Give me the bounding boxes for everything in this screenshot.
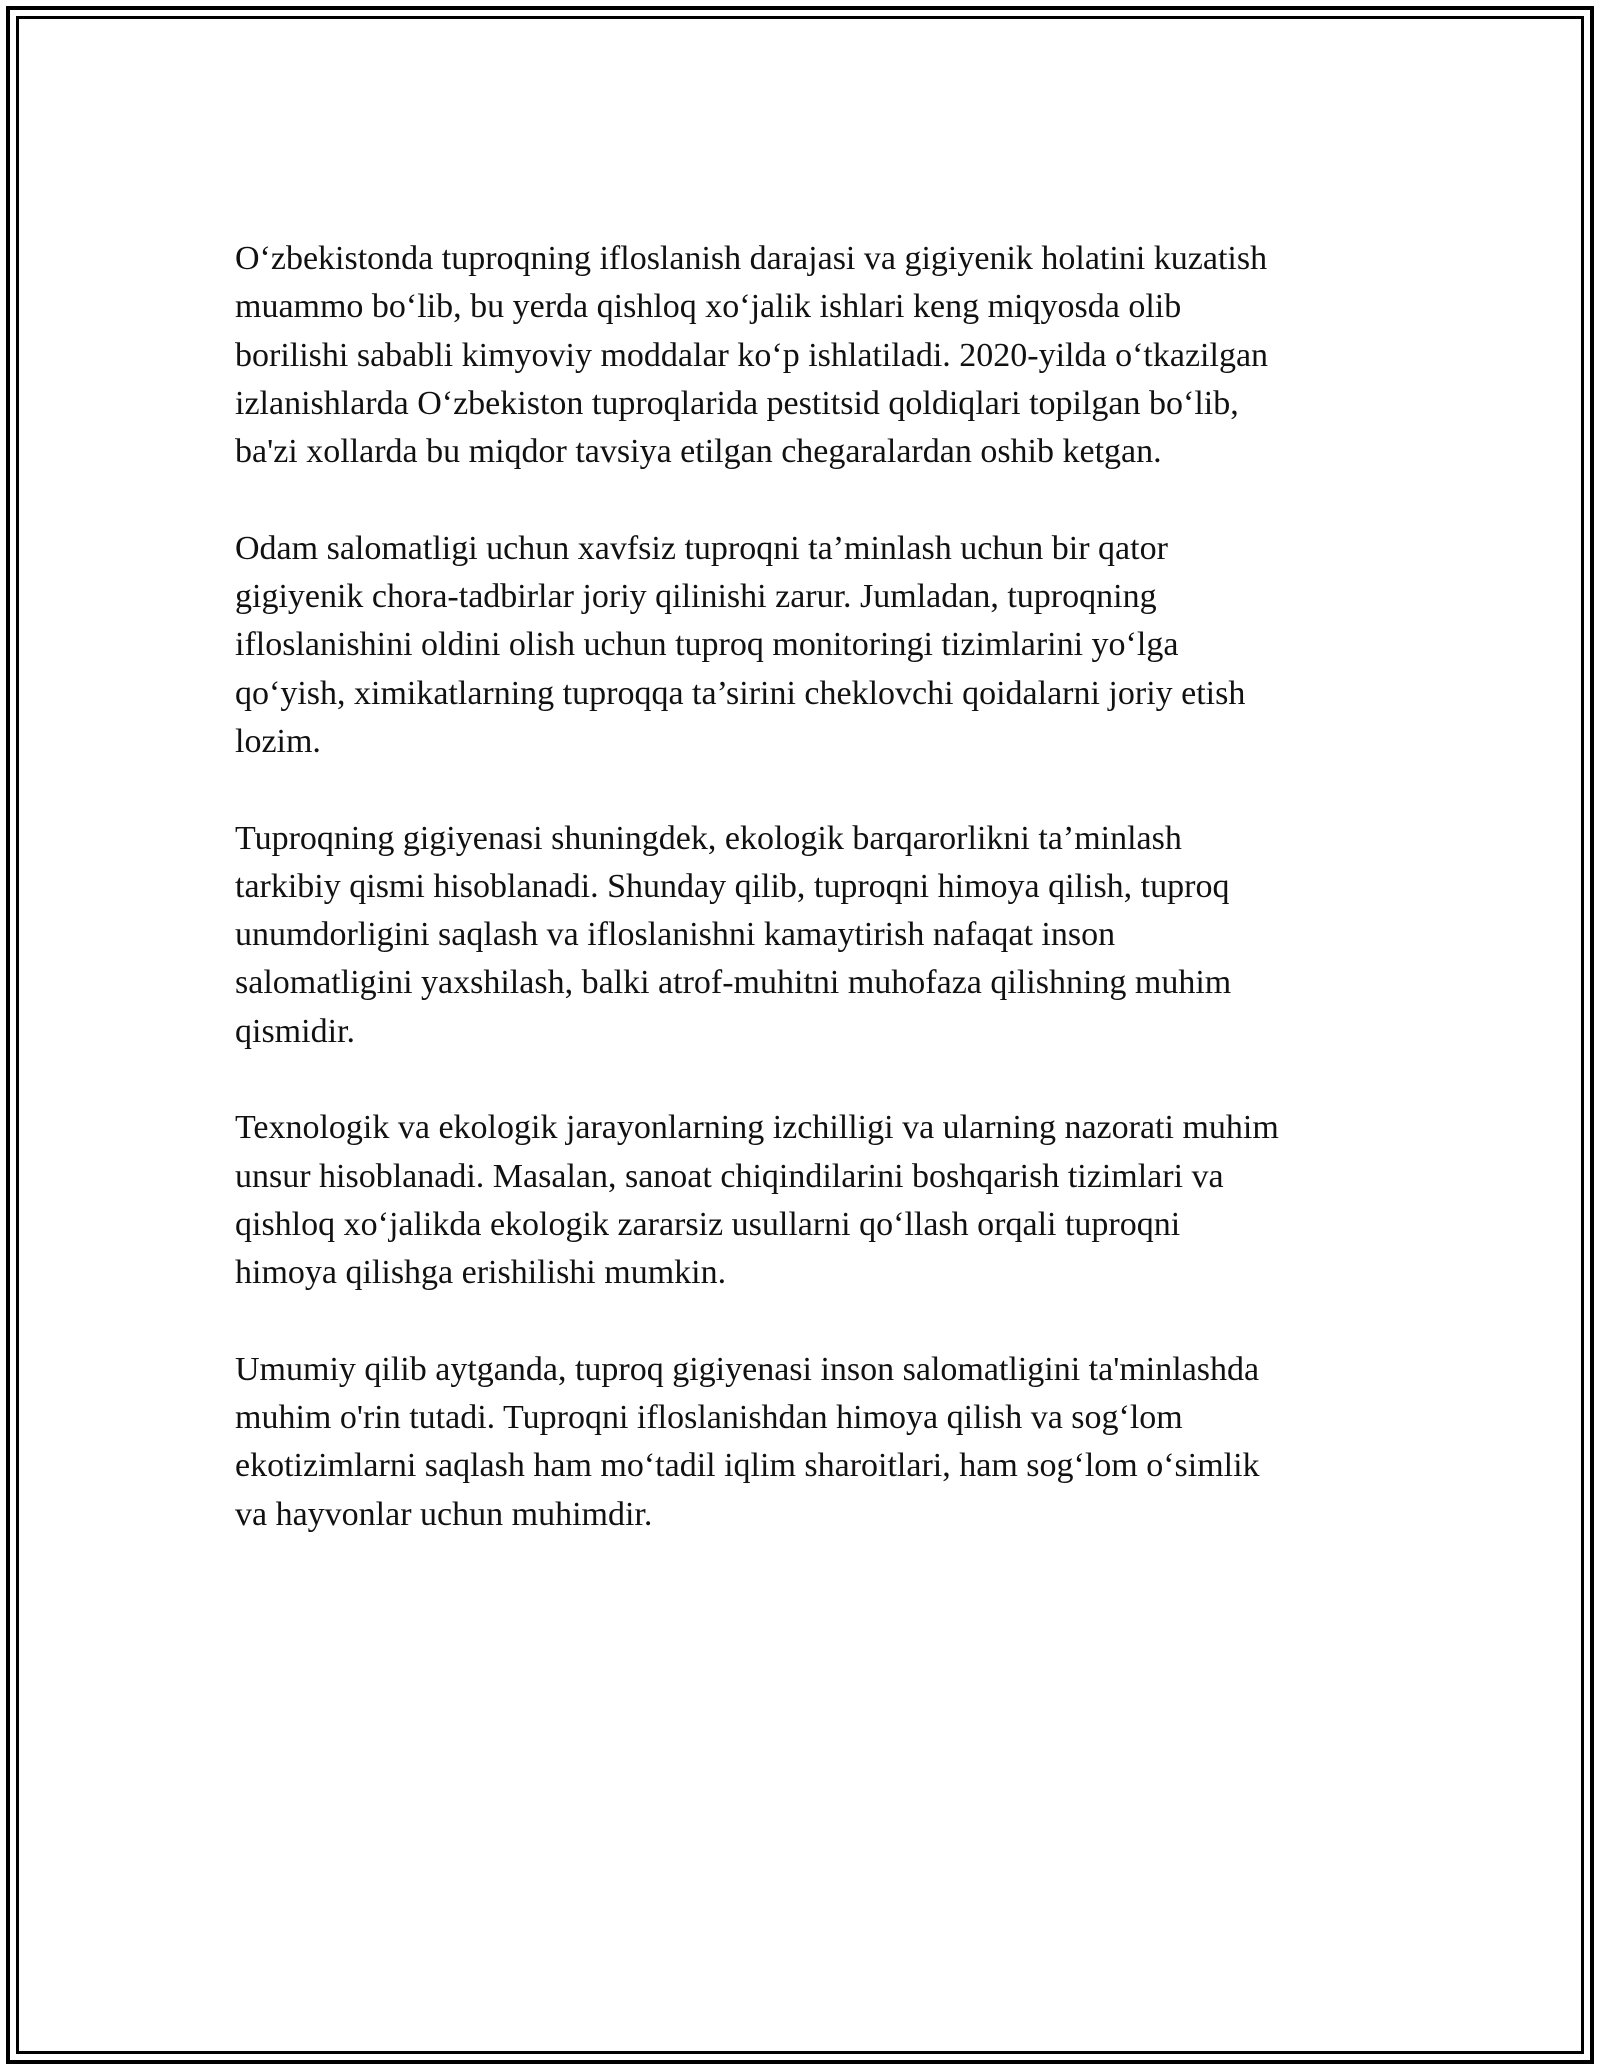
paragraph-line: salomatligini yaxshilash, balki atrof-muhitni muhofaza qilishning muhim xyxy=(235,964,1232,1002)
paragraph-line: qo‘yish, ximikatlarning tuproqqa ta’sirini cheklovchi qoidalarni joriy etish xyxy=(235,674,1246,712)
paragraph-line: muammo bo‘lib, bu yerda qishloq xo‘jalik ishlari keng miqyosda olib xyxy=(235,288,1182,326)
paragraph-line: va hayvonlar uchun muhimdir. xyxy=(235,1495,653,1533)
paragraph-line: tarkibiy qismi hisoblanadi. Shunday qilib, tuproqni himoya qilish, tuproq xyxy=(235,867,1230,905)
paragraph-line: lozim. xyxy=(235,722,321,760)
paragraph-line: qishloq xo‘jalikda ekologik zararsiz usullarni qo‘llash orqali tuproqni xyxy=(235,1205,1181,1243)
paragraph-line: Texnologik va ekologik jarayonlarning izchilligi va ularning nazorati muhim xyxy=(235,1109,1279,1147)
paragraph-line: ifloslanishini oldini olish uchun tuproq monitoringi tizimlarini yo‘lga xyxy=(235,626,1179,664)
paragraph-line: unumdorligini saqlash va ifloslanishni kamaytirish nafaqat inson xyxy=(235,916,1116,954)
paragraph-line: Odam salomatligi uchun xavfsiz tuproqni ta’minlash uchun bir qator xyxy=(235,529,1168,567)
paragraph-line: borilishi sababli kimyoviy moddalar ko‘p ishlatiladi. 2020-yilda o‘tkazilgan xyxy=(235,336,1269,374)
paragraph-line: ba'zi xollarda bu miqdor tavsiya etilgan chegaralardan oshib ketgan. xyxy=(235,433,1162,471)
paragraph-line: O‘zbekistonda tuproqning ifloslanish darajasi va gigiyenik holatini kuzatish xyxy=(235,240,1268,277)
paragraph-line: unsur hisoblanadi. Masalan, sanoat chiqindilarini boshqarish tizimlari va xyxy=(235,1157,1224,1195)
paragraph-line: Umumiy qilib aytganda, tuproq gigiyenasi inson salomatligini ta'minlashda xyxy=(235,1350,1260,1388)
paragraph-2 xyxy=(235,525,1375,766)
paragraph-3 xyxy=(235,815,1375,1056)
paragraph-line: izlanishlarda O‘zbekiston tuproqlarida pestitsid qoldiqlari topilgan bo‘lib, xyxy=(235,384,1239,422)
paragraph-line: gigiyenik chora-tadbirlar joriy qilinishi zarur. Jumladan, tuproqning xyxy=(235,578,1157,616)
document-body xyxy=(235,235,1375,1539)
paragraph-line: muhim o'rin tutadi. Tuproqni ifloslanishdan himoya qilish va sog‘lom xyxy=(235,1399,1183,1437)
paragraph-line: Tuproqning gigiyenasi shuningdek, ekologik barqarorlikni ta’minlash xyxy=(235,819,1182,857)
paragraph-5 xyxy=(235,1346,1375,1539)
paragraph-line: qismidir. xyxy=(235,1012,355,1050)
paragraph-1 xyxy=(235,235,1375,476)
paragraph-4 xyxy=(235,1104,1375,1297)
paragraph-line: ekotizimlarni saqlash ham mo‘tadil iqlim sharoitlari, ham sog‘lom o‘simlik xyxy=(235,1447,1260,1485)
paragraph-line: himoya qilishga erishilishi mumkin. xyxy=(235,1254,727,1292)
